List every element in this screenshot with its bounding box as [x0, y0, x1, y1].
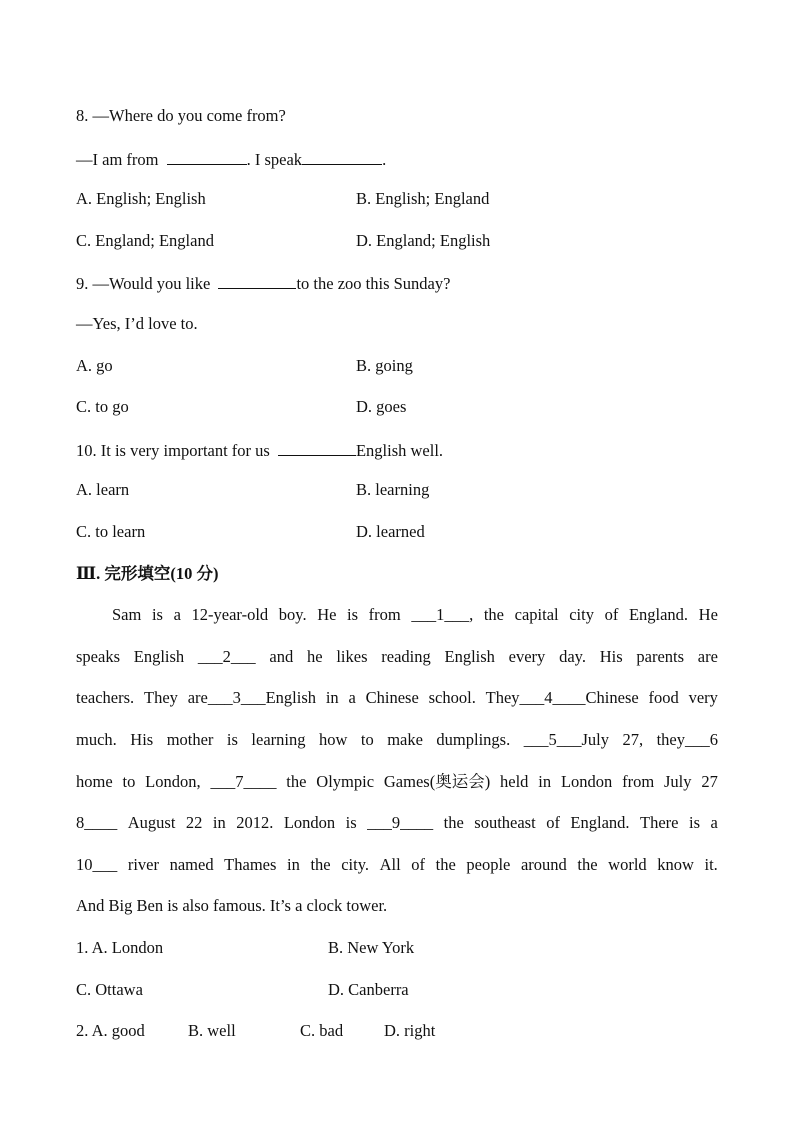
passage-word: English [444, 647, 495, 666]
passage-word: He [317, 605, 337, 624]
q8-option-b: B. English; England [356, 189, 490, 208]
passage-word: ___1___, [411, 605, 474, 624]
q8-reply [76, 148, 386, 170]
q10-option-d: D. learned [356, 522, 425, 541]
passage-word: river [127, 855, 159, 874]
passage-word: All [379, 855, 401, 874]
passage-word: from [368, 605, 401, 624]
passage-word: the [577, 855, 598, 874]
passage-word: to [122, 772, 136, 791]
c1-option-a: 1. A. London [76, 938, 164, 957]
passage-line-1 [112, 605, 718, 625]
q9-option-b: B. going [356, 356, 413, 375]
passage-word: likes [336, 647, 368, 666]
q10-blank [278, 439, 356, 456]
q9-stem [76, 272, 450, 294]
passage-line-3 [76, 688, 718, 708]
q8-reply-mid: . I speak [246, 150, 303, 169]
q9-blank [218, 272, 296, 289]
passage-word: 8____ [76, 813, 118, 832]
passage-word: of [411, 855, 426, 874]
passage-word: is [226, 730, 238, 749]
passage-word: in [212, 813, 226, 832]
c1-option-c: C. Ottawa [76, 980, 143, 999]
passage-word: 12-year-old [191, 605, 269, 624]
passage-word: school. [428, 688, 476, 707]
passage-word: of [604, 605, 619, 624]
passage-word: the [286, 772, 307, 791]
passage-word: August [127, 813, 176, 832]
passage-word: around [520, 855, 567, 874]
passage-word: London [560, 772, 613, 791]
q10-option-a: A. learn [76, 480, 130, 499]
passage-word: are [697, 647, 718, 666]
passage-word: every [508, 647, 546, 666]
passage-word: he [307, 647, 323, 666]
passage-word: in [287, 855, 300, 874]
passage-word: London [283, 813, 336, 832]
section-3-title: Ⅲ. 完形填空(10 分) [76, 564, 219, 583]
passage-word: the [310, 855, 331, 874]
passage-word: held [500, 772, 529, 791]
passage-word: it. [704, 855, 718, 874]
passage-word: His [599, 647, 623, 666]
passage-word: Olympic [316, 772, 375, 791]
passage-word: English [133, 647, 185, 666]
passage-word: city. [341, 855, 369, 874]
q8-reply-start: —I am from [76, 150, 159, 169]
passage-word: of [546, 813, 560, 832]
q8-blank-2 [302, 148, 382, 165]
passage-line-6 [76, 813, 718, 833]
passage-word: They [143, 688, 178, 707]
c2-option-b: B. well [188, 1021, 236, 1040]
passage-word: make [387, 730, 423, 749]
passage-word: ___7____ [210, 772, 277, 791]
passage-word: to [360, 730, 374, 749]
q8-blank-1 [167, 148, 247, 165]
passage-word: food [648, 688, 679, 707]
passage-word: from [622, 772, 655, 791]
passage-line-5 [76, 772, 718, 792]
passage-word: ___9____ [367, 813, 434, 832]
passage-word: 2012. [236, 813, 274, 832]
passage-word: city [569, 605, 594, 624]
passage-word: is [151, 605, 163, 624]
passage-word: people [466, 855, 511, 874]
passage-line-7 [76, 855, 718, 875]
passage-word: speaks [76, 647, 120, 666]
passage-word: 27 [701, 772, 718, 791]
passage-word: His [130, 730, 154, 749]
passage-word: mother [166, 730, 214, 749]
passage-word: a [348, 688, 356, 707]
passage-word: He [698, 605, 718, 624]
q8-option-a: A. English; English [76, 189, 206, 208]
passage-word: London, [145, 772, 201, 791]
passage-word: they___6 [656, 730, 718, 749]
q8-option-d: D. England; English [356, 231, 491, 250]
passage-word: ___5___July [523, 730, 609, 749]
passage-line-2 [76, 647, 718, 667]
passage-word: 10___ [76, 855, 118, 874]
passage-word: They___4____Chinese [485, 688, 639, 707]
q8-reply-end: . [382, 150, 387, 169]
passage-word: England. [628, 605, 689, 624]
c1-option-b: B. New York [328, 938, 415, 957]
passage-word: parents [636, 647, 685, 666]
passage-word: England. [570, 813, 630, 832]
passage-word: 27, [622, 730, 644, 749]
passage-line-8: And Big Ben is also famous. It’s a clock tower. [76, 896, 388, 915]
passage-word: teachers. [76, 688, 135, 707]
passage-word: and [269, 647, 294, 666]
q9-reply: —Yes, I’d love to. [76, 314, 198, 333]
passage-word: very [688, 688, 718, 707]
q10-option-c: C. to learn [76, 522, 146, 541]
passage-word: are___3___English [187, 688, 317, 707]
passage-word: is [345, 813, 357, 832]
passage-word: learning [251, 730, 306, 749]
passage-word: July [664, 772, 692, 791]
passage-word: the [435, 855, 456, 874]
c2-option-d: D. right [384, 1021, 436, 1040]
passage-word: Thames [224, 855, 277, 874]
passage-line-4 [76, 730, 718, 750]
q9-option-d: D. goes [356, 397, 407, 416]
passage-word: know [657, 855, 694, 874]
passage-word: the [443, 813, 464, 832]
q8-option-c: C. England; England [76, 231, 214, 250]
passage-word: the [483, 605, 505, 624]
q10-stem [76, 439, 443, 461]
passage-word: how [318, 730, 348, 749]
q9-stem-start: 9. —Would you like [76, 274, 211, 293]
c1-option-d: D. Canberra [328, 980, 409, 999]
c2-option-c: C. bad [300, 1021, 344, 1040]
q10-stem-end: English well. [355, 441, 444, 460]
passage-word: named [169, 855, 214, 874]
passage-word: Games(奥运会) [383, 772, 491, 791]
passage-word: dumplings. [436, 730, 511, 749]
passage-word: Chinese [365, 688, 419, 707]
passage-word: is [689, 813, 701, 832]
passage-word: day. [559, 647, 586, 666]
q9-option-a: A. go [76, 356, 113, 375]
q9-stem-end: to the zoo this Sunday? [296, 274, 451, 293]
passage-word: Sam [112, 605, 142, 624]
c2-option-a: 2. A. good [76, 1021, 145, 1040]
passage-word: reading [381, 647, 431, 666]
passage-word: boy. [278, 605, 307, 624]
passage-word: in [325, 688, 339, 707]
passage-word: in [538, 772, 552, 791]
passage-word: is [347, 605, 359, 624]
passage-word: ___2___ [197, 647, 256, 666]
passage-word: a [173, 605, 181, 624]
passage-word: world [608, 855, 647, 874]
passage-word: much. [76, 730, 117, 749]
passage-word: capital [514, 605, 559, 624]
q10-option-b: B. learning [356, 480, 430, 499]
passage-word: home [76, 772, 113, 791]
q8-stem: 8. —Where do you come from? [76, 106, 286, 125]
q9-option-c: C. to go [76, 397, 129, 416]
passage-word: a [710, 813, 718, 832]
passage-word: 22 [185, 813, 203, 832]
q10-stem-start: 10. It is very important for us [76, 441, 270, 460]
passage-word: There [640, 813, 679, 832]
passage-word: southeast [474, 813, 536, 832]
